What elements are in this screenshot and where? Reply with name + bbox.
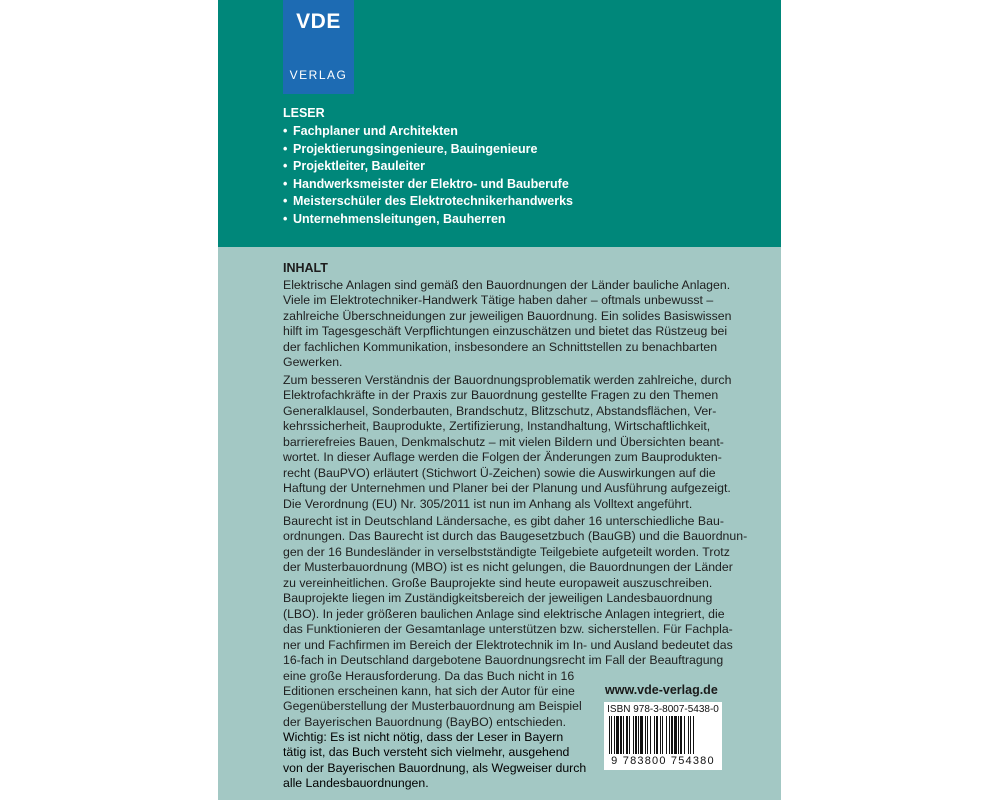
text-line: tätig ist, das Buch versteht sich vielmehr, ausgehend <box>283 745 570 760</box>
content-paragraph-2 <box>283 373 732 512</box>
text-line: (LBO). In jeder größeren baulichen Anlage sind elektrische Anlagen integriert, die <box>283 606 725 621</box>
readers-list <box>283 123 573 228</box>
reader-item-label: Fachplaner und Architekten <box>293 124 458 138</box>
text-line: 16-fach in Deutschland dargebotene Bauordnungsrecht im Fall der Beauftragung <box>283 653 724 668</box>
isbn-barcode <box>604 702 722 770</box>
reader-item-label: Unternehmensleitungen, Bauherren <box>293 211 506 226</box>
text-line: Wichtig: Es ist nicht nötig, dass der Leser in Bayern <box>283 730 564 744</box>
content-heading: INHALT <box>283 261 328 275</box>
text-line: von der Bayerischen Bauordnung, als Wegweiser durch <box>283 760 587 775</box>
text-line: der Bayerischen Bauordnung (BayBO) entschieden. <box>283 714 566 729</box>
text-line: wortet. In dieser Auflage werden die Folgen der Änderungen zum Bauprodukten- <box>283 450 722 465</box>
readers-heading: LESER <box>283 106 325 120</box>
reader-item-label: Projektierungsingenieure, Bauingenieure <box>293 141 538 156</box>
text-line: barrierefreies Bauen, Denkmalschutz – mit vielen Bildern und Übersichten beant- <box>283 434 724 449</box>
content-paragraph-1 <box>283 278 732 371</box>
reader-item-label: Projektleiter, Bauleiter <box>293 159 426 173</box>
reader-item: • Unternehmensleitungen, Bauherren <box>283 211 506 226</box>
reader-item: • Handwerksmeister der Elektro- und Bauberufe <box>283 176 569 191</box>
reader-item: • Projektleiter, Bauleiter <box>283 159 426 173</box>
text-line: zu vereinheitlichen. Große Bauprojekte sind heute europaweit auszuschreiben. <box>283 575 713 590</box>
book-back-cover <box>218 0 781 800</box>
text-line: zahlreiche Überschneidungen zur jeweiligen Bauordnung. Ein solides Basiswissen <box>283 308 732 323</box>
logo-subtitle: VERLAG <box>289 68 348 82</box>
text-line: ordnungen. Das Baurecht ist durch das Baugesetzbuch (BauGB) und die Bauordnun- <box>283 529 748 544</box>
content-section <box>218 247 781 800</box>
text-line: kehrssicherheit, Bauprodukte, Zertifizierung, Instandhaltung, Wirtschaftlichkeit, <box>283 419 711 434</box>
text-line: Haftung der Unternehmen und Planer bei der Planung und Ausführung aufgezeigt. <box>283 481 731 496</box>
text-line: Zum besseren Verständnis der Bauordnungsproblematik werden zahlreiche, durch <box>283 373 732 387</box>
text-line: recht (BauPVO) erläutert (Stichwort Ü-Zeichen) sowie die Auswirkungen auf die <box>283 465 716 480</box>
vde-verlag-logo <box>283 0 354 94</box>
text-line: Gewerken. <box>283 355 343 370</box>
text-line: Gegenüberstellung der Musterbauordnung am Beispiel <box>283 699 582 714</box>
text-line: Die Verordnung (EU) Nr. 305/2011 ist nun im Anhang als Volltext angeführt. <box>283 496 693 511</box>
reader-item-label: Handwerksmeister der Elektro- und Bauberufe <box>293 176 569 191</box>
text-line: der fachlichen Kommunikation, insbesondere an Schnittstellen zu benachbarten <box>283 339 718 354</box>
text-line: das Funktionieren der Gesamtanlage unterstützen bzw. sicherstellen. Für Fachpla- <box>283 622 733 637</box>
text-line: hilft im Tagesgeschäft Verpflichtungen einzuschätzen und bietet das Rüstzeug bei <box>283 324 728 339</box>
text-line: gen der 16 Bundesländer in verselbstständigte Teilgebiete aufgeteilt worden. Trotz <box>283 544 730 559</box>
reader-item-label: Meisterschüler des Elektrotechnikerhandwerks <box>293 194 573 208</box>
text-line: Generalklausel, Sonderbauten, Brandschutz, Blitzschutz, Abstandsflächen, Ver- <box>283 403 717 418</box>
reader-item: • Meisterschüler des Elektrotechnikerhandwerks <box>283 194 573 208</box>
barcode-digits: 9 783800 754380 <box>611 755 715 767</box>
text-line: ner und Fachfirmen im Bereich der Elektrotechnik im In- und Ausland bedeutet das <box>283 637 733 652</box>
text-line: alle Landesbauordnungen. <box>283 776 429 791</box>
content-paragraph-3 <box>283 514 748 730</box>
barcode-bars <box>609 716 717 754</box>
publisher-website: www.vde-verlag.de <box>605 683 718 697</box>
text-line: Elektrische Anlagen sind gemäß den Bauordnungen der Länder bauliche Anlagen. <box>283 278 731 292</box>
text-line: Bauprojekte liegen im Zuständigkeitsbereich der jeweiligen Landesbauordnung <box>283 591 713 606</box>
isbn-number: ISBN 978-3-8007-5438-0 <box>607 704 719 715</box>
logo-brand: VDE <box>296 10 341 33</box>
reader-item: • Projektierungsingenieure, Bauingenieure <box>283 141 538 156</box>
text-line: der Musterbauordnung (MBO) ist es nicht gelungen, die Bauordnungen der Länder <box>283 560 733 575</box>
readers-section <box>218 0 781 247</box>
text-line: eine große Herausforderung. Da das Buch nicht in 16 <box>283 668 575 683</box>
text-line: Editionen erscheinen kann, hat sich der Autor für eine <box>283 683 575 698</box>
text-line: Viele im Elektrotechniker-Handwerk Tätige haben daher – oftmals unbewusst – <box>283 293 714 308</box>
text-line: Baurecht ist in Deutschland Ländersache, es gibt daher 16 unterschiedliche Bau- <box>283 514 724 528</box>
reader-item: • Fachplaner und Architekten <box>283 124 458 138</box>
text-line: Elektrofachkräfte in der Praxis zur Bauordnung gestellte Fragen zu den Themen <box>283 388 719 403</box>
